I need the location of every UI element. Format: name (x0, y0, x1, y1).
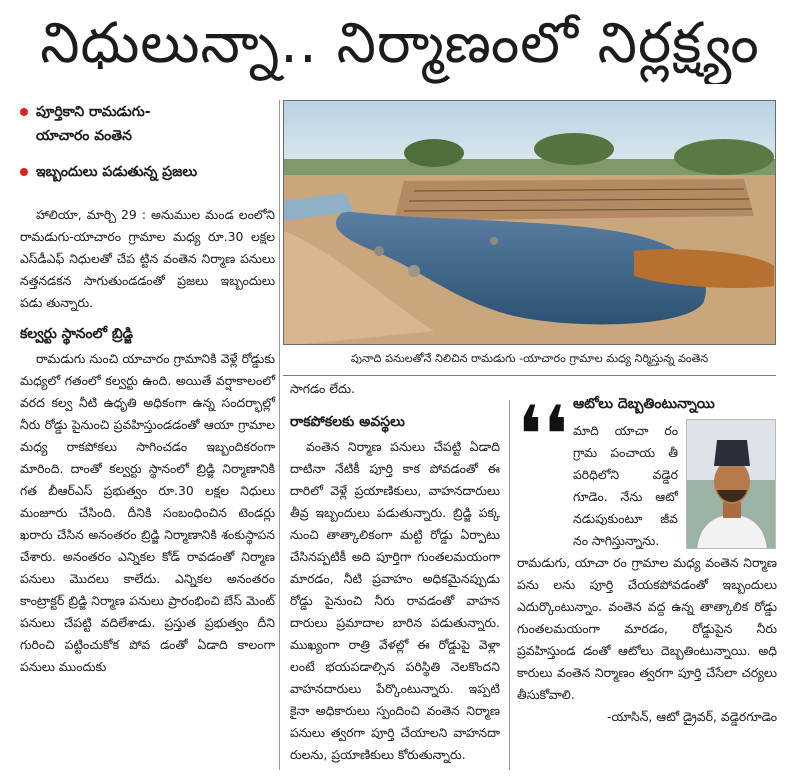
quote-signature: -యాసిన్, ఆటో డ్రైవర్, వడ్డెరగూడెం (607, 709, 777, 724)
column-2 (290, 378, 500, 766)
column-divider (279, 100, 280, 770)
bullet-text: ఇబ్బందులు పడుతున్న ప్రజలు (36, 164, 198, 180)
summary-bullets (20, 100, 275, 184)
bullet-dot-icon (20, 108, 28, 116)
bullet-text-continued: యాచారం వంతెన (36, 128, 132, 144)
column-divider (509, 400, 510, 770)
bullet-dot-icon (20, 168, 28, 176)
body-paragraph: వంతెన నిర్మాణ పనులు చేపట్టి ఏడాది దాటినా నేటికీ పూర్తి కాక పోవడంతో ఈ దారిలో వెళ్లే ప్రయాణికులు, వాహనదారులు తీవ్ర ఇబ్బందులు పడుతున్నారు. బ్రిడ్జి పక్క నుంచి తాత్కాలికంగా మట్టి రోడ్డు ఏర్పాటు చేసినప్పటికీ అది పూర్తిగా గుంతలమయంగా మారడం, నీటి ప్రవాహం అధికమైనప్పుడు రోడ్డు పైనుంచి నీరు రావడంతో వాహన దారులు ప్రమాదాల బారిన పడుతున్నారు. ముఖ్యంగా రాత్రి వేళల్లో ఈ రోడ్డుపై వెళ్లా లంటే భయపడాల్సిన పరిస్థితి నెలకొందని వాహనదారులు పేర్కొంటున్నారు. ఇప్పటి కైనా అధికారులు స్పందించి వంతెన నిర్మాణ పనులు త్వరగా పూర్తి చేయాలని వాహనదా రులను, ప్రయాణికులు కోరుతున్నారు. (290, 439, 500, 762)
interviewee-portrait (686, 419, 776, 549)
bridge-construction-photo (283, 100, 776, 345)
lead-paragraph: హాలియా, మార్చి 29 : అనుముల మండ లంలోని రామడుగు-యాచారం గ్రామాల మధ్య రూ.30 లక్షల ఎస్‌డీఎఫ్ నిధులతో చేప ట్టిన వంతెన నిర్మాణ పనులు నత్తనడకన సాగుతుండడంతో ప్రజలు ఇబ్బందులు పడు తున్నారు. (20, 207, 275, 310)
continued-text: సాగడం లేదు. (290, 381, 355, 396)
quote-box-body (517, 552, 777, 728)
headline: నిధులున్నా.. నిర్మాణంలో నిర్లక్ష్యం (40, 11, 760, 76)
quote-box-title: ఆటోలు దెబ్బతింటున్నాయి (573, 396, 715, 412)
column-1 (20, 204, 275, 678)
bullet-item (20, 160, 275, 184)
quote-mark-icon: ❛❛ (517, 389, 569, 482)
quote-text-narrow: మాది యాచా రం గ్రామ పంచాయ తీ పరిధిలోని వడ్డెర గూడెం. నేను ఆటో నడుపుకుంటూ జీవ నం సాగిస్తున్నాను. (573, 423, 678, 548)
section-heading: కల్వర్టు స్థానంలో బ్రిడ్జి (20, 326, 134, 342)
bullet-item (20, 100, 275, 124)
photo-caption: పునాది పనులతోనే నిలిచిన రామడుగు -యాచారం గ్రామాల మధ్య నిర్మిస్తున్న వంతెన (350, 352, 709, 365)
section-heading: రాకపోకలకు అవస్థలు (290, 414, 405, 430)
body-paragraph: రామడుగు నుంచి యాచారం గ్రామానికి వెళ్లే రోడ్డుకు మధ్యలో గతంలో కల్వర్టు ఉంది. అయితే వర్షాకాలంలో వరద కల్వ నీటి ఉధృతి అధికంగా ఉన్న సందర్భాల్లో నీరు రోడ్డు పైనుంచి ప్రవహిస్తుండడంతో ఆయా గ్రామాల మధ్య రాకపోకలు సాగించడం ఇబ్బందికరంగా మారింది. దాంతో కల్వర్టు స్థానంలో బ్రిడ్జి నిర్మాణానికి గత బీఆర్ఎస్ ప్రభుత్వం రూ.30 లక్షల నిధులు మంజూరు చేసింది. దీనికి సంబంధించిన టెండర్లు ఖరారు చేసిన అనంతరం బ్రిడ్జి నిర్మాణానికి శంకుస్థాపన చేశారు. అనంతరం ఎన్నికల కోడ్ రావడంతో నిర్మాణ పనులు మొదలు కాలేదు. ఎన్నికల అనంతరం కాంట్రాక్టర్ బ్రిడ్జి నిర్మాణ పనులు ప్రారంభించి బేస్ మెంట్ పనులు చేపట్టి వదిలేశాడు. ప్రస్తుత ప్రభుత్వం దీని గురించి పట్టించుకోక పోవ డంతో ఏడాది కాలంగా పనులు ముందుకు (20, 351, 275, 674)
quote-text-wide: రామడుగు, యాచా రం గ్రామాల మధ్య వంతెన నిర్మాణ పను లను పూర్తి చేయకపోవడంతో ఇబ్బందులు ఎదుర్కొంటున్నాం. వంతెన వద్ద ఉన్న తాత్కాలిక రోడ్డు గుంతలమయంగా మారడం, రోడ్డుపైన నీరు ప్రవహిస్తుండ డంతో ఆటోలు దెబ్బతింటున్నాయి. అధి కారులు వంతెన నిర్మాణం త్వరగా పూర్తి చేసేలా చర్యలు తీసుకోవాలి. (517, 555, 777, 702)
horizontal-rule (283, 375, 776, 376)
bullet-text: పూర్తికాని రామడుగు- (36, 104, 151, 120)
